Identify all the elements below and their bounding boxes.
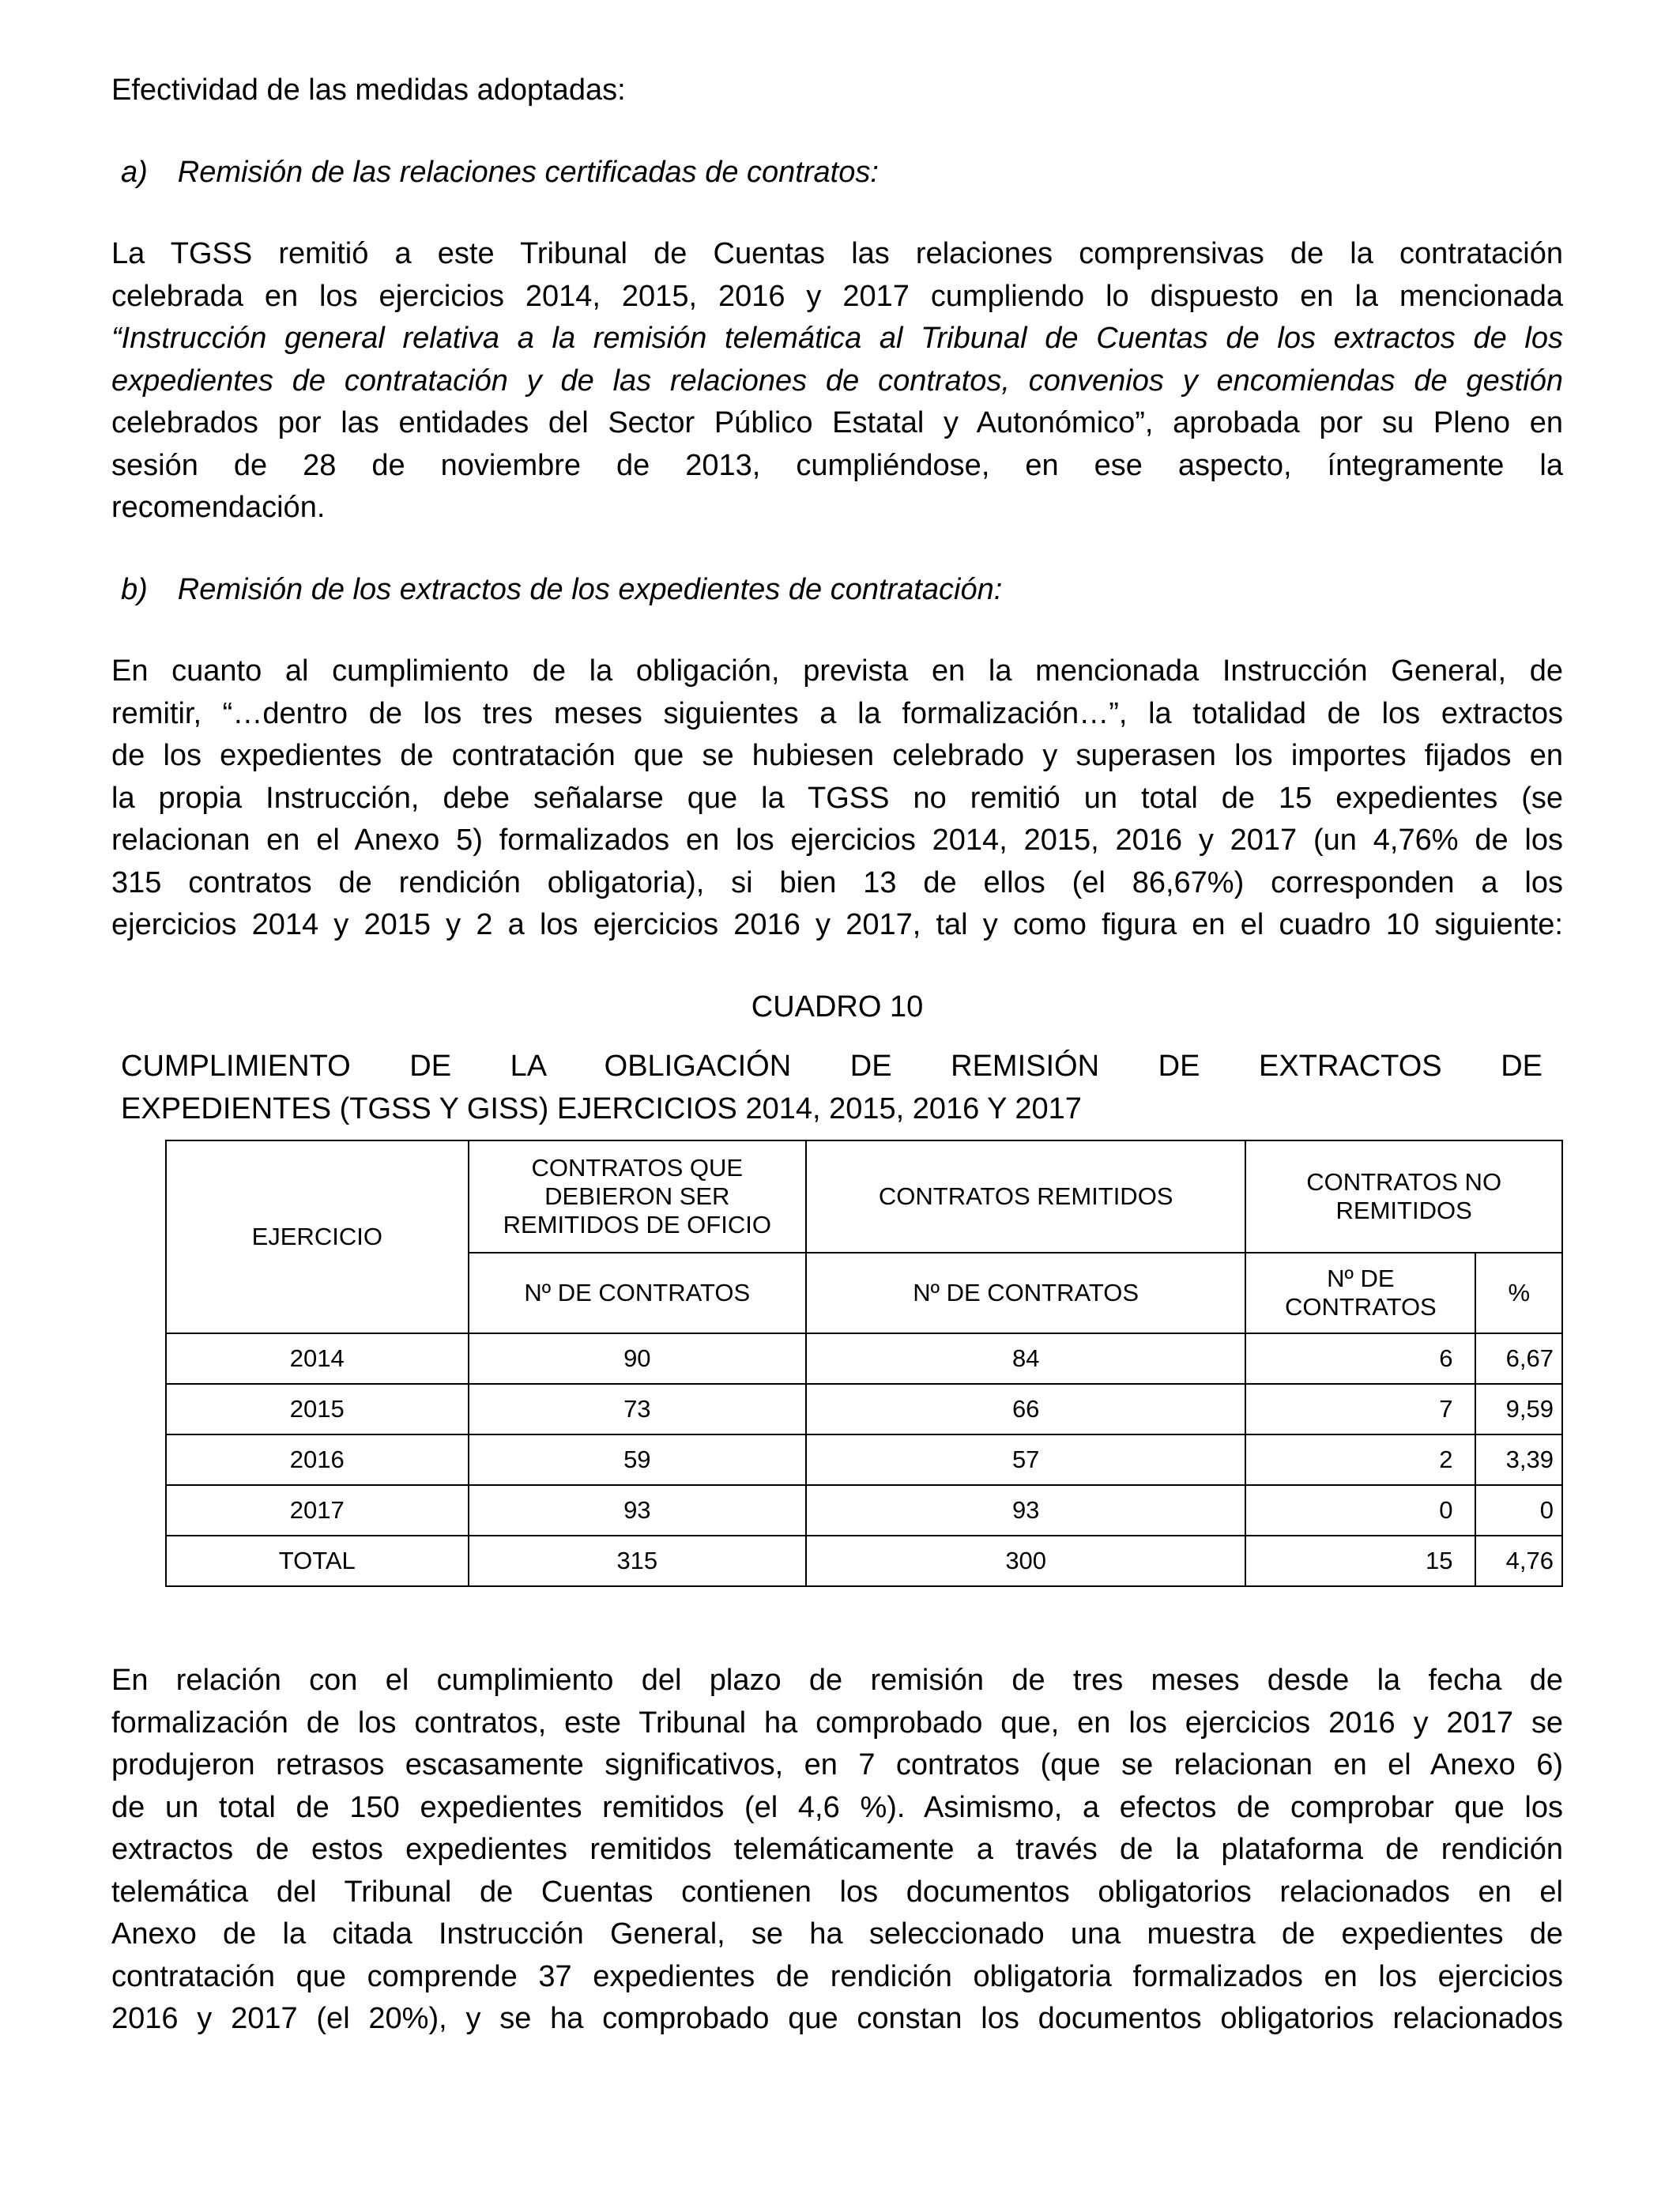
subheader-n-contratos: Nº DE CONTRATOS [469, 1253, 807, 1333]
header-debieron: CONTRATOS QUE DEBIERON SER REMITIDOS DE OFICIO [469, 1140, 807, 1253]
section-b-line: 315 contratos de rendición obligatoria), si bien 13 de ellos (el 86,67%) corresponden a los [111, 865, 1563, 899]
cell-remitidos: 57 [806, 1434, 1245, 1485]
cell-year: 2016 [166, 1434, 469, 1485]
cell-pct: 3,39 [1475, 1434, 1562, 1485]
closing-line: 2016 y 2017 (el 20%), y se ha comprobado que constan los documentos obligatorios relacionados [111, 2002, 1563, 2035]
data-table [165, 1140, 1563, 1587]
section-a-line: recomendación. [111, 491, 326, 524]
section-a-paragraph [111, 233, 1563, 530]
cell-pct: 4,76 [1475, 1536, 1562, 1586]
closing-line: extractos de estos expedientes remitidos telemáticamente a través de la plataforma de rendición [111, 1833, 1563, 1866]
section-b-line: de los expedientes de contratación que se hubiesen celebrado y superasen los importes fijados en [111, 739, 1563, 772]
subheader-n-contratos: Nº DE CONTRATOS [806, 1253, 1245, 1333]
cell-pct: 9,59 [1475, 1384, 1562, 1434]
section-b-line: ejercicios 2014 y 2015 y 2 a los ejercicios 2016 y 2017, tal y como figura en el cuadro 10 siguiente: [111, 908, 1563, 941]
section-b-line: la propia Instrucción, debe señalarse que la TGSS no remitió un total de 15 expedientes (se [111, 781, 1563, 815]
cell-no-remitidos: 0 [1245, 1485, 1475, 1536]
section-b-title: b) Remisión de los extractos de los expedientes de contratación: [121, 572, 1003, 606]
cell-year: 2015 [166, 1384, 469, 1434]
section-heading: Efectividad de las medidas adoptadas: [111, 74, 626, 107]
table-row [166, 1485, 1562, 1536]
section-a-line: celebrados por las entidades del Sector Público Estatal y Autonómico”, aprobada por su Pleno en [111, 406, 1563, 439]
cell-no-remitidos: 7 [1245, 1384, 1475, 1434]
table-row [166, 1333, 1562, 1384]
cell-remitidos: 300 [806, 1536, 1245, 1586]
section-a-line: sesión de 28 de noviembre de 2013, cumpliéndose, en ese aspecto, íntegramente la [111, 448, 1563, 482]
cell-remitidos: 93 [806, 1485, 1245, 1536]
table-title-line: CUMPLIMIENTO DE LA OBLIGACIÓN DE REMISIÓN DE EXTRACTOS DE [121, 1050, 1543, 1083]
section-b-paragraph [111, 650, 1563, 947]
closing-line: En relación con el cumplimiento del plazo de remisión de tres meses desde la fecha de [111, 1664, 1563, 1697]
table-title-line: EXPEDIENTES (TGSS Y GISS) EJERCICIOS 2014, 2015, 2016 Y 2017 [121, 1091, 1082, 1125]
table-row-total [166, 1536, 1562, 1586]
closing-line: produjeron retrasos escasamente significativos, en 7 contratos (que se relacionan en el Anexo 6) [111, 1748, 1563, 1781]
closing-paragraph [111, 1660, 1563, 2041]
section-a-line: expedientes de contratación y de las relaciones de contratos, convenios y encomiendas de gestión [111, 364, 1563, 398]
closing-line: Anexo de la citada Instrucción General, se ha seleccionado una muestra de expedientes de [111, 1917, 1563, 1951]
cell-debieron: 73 [469, 1384, 807, 1434]
cell-debieron: 93 [469, 1485, 807, 1536]
header-no-remitidos: CONTRATOS NO REMITIDOS [1245, 1140, 1562, 1253]
cell-remitidos: 66 [806, 1384, 1245, 1434]
section-b-line: relacionan en el Anexo 5) formalizados en los ejercicios 2014, 2015, 2016 y 2017 (un 4,76% de los [111, 824, 1563, 857]
subheader-pct: % [1475, 1253, 1562, 1333]
section-b-line: En cuanto al cumplimiento de la obligación, prevista en la mencionada Instrucción General, de [111, 654, 1563, 688]
section-a-line: La TGSS remitió a este Tribunal de Cuentas las relaciones comprensivas de la contratación [111, 237, 1563, 270]
table-title [111, 1046, 1563, 1130]
cell-year: TOTAL [166, 1536, 469, 1586]
closing-line: de un total de 150 expedientes remitidos (el 4,6 %). Asimismo, a efectos de comprobar que los [111, 1790, 1563, 1824]
cell-debieron: 315 [469, 1536, 807, 1586]
cell-debieron: 59 [469, 1434, 807, 1485]
cell-no-remitidos: 6 [1245, 1333, 1475, 1384]
table-row [166, 1384, 1562, 1434]
cell-debieron: 90 [469, 1333, 807, 1384]
section-a-line: celebrada en los ejercicios 2014, 2015, 2016 y 2017 cumpliendo lo dispuesto en la mencionada [111, 279, 1563, 313]
cell-pct: 0 [1475, 1485, 1562, 1536]
header-remitidos: CONTRATOS REMITIDOS [806, 1140, 1245, 1253]
section-b-line: remitir, “…dentro de los tres meses siguientes a la formalización…”, la totalidad de los extractos [111, 696, 1563, 730]
cell-no-remitidos: 15 [1245, 1536, 1475, 1586]
closing-line: formalización de los contratos, este Tribunal ha comprobado que, en los ejercicios 2016 y 2017 se [111, 1706, 1563, 1740]
table-row [166, 1434, 1562, 1485]
cell-pct: 6,67 [1475, 1333, 1562, 1384]
closing-line: contratación que comprende 37 expedientes de rendición obligatoria formalizados en los ejercicios [111, 1959, 1563, 1993]
cell-no-remitidos: 2 [1245, 1434, 1475, 1485]
table-number: CUADRO 10 [751, 990, 924, 1023]
section-a-title: a) Remisión de las relaciones certificadas de contratos: [121, 155, 879, 189]
header-ejercicio: EJERCICIO [166, 1140, 469, 1333]
subheader-n-contratos: Nº DE CONTRATOS [1245, 1253, 1475, 1333]
cell-year: 2017 [166, 1485, 469, 1536]
section-a-line: “Instrucción general relativa a la remisión telemática al Tribunal de Cuentas de los extractos de los [111, 322, 1563, 355]
cell-year: 2014 [166, 1333, 469, 1384]
closing-line: telemática del Tribunal de Cuentas contienen los documentos obligatorios relacionados en el [111, 1875, 1563, 1909]
cell-remitidos: 84 [806, 1333, 1245, 1384]
